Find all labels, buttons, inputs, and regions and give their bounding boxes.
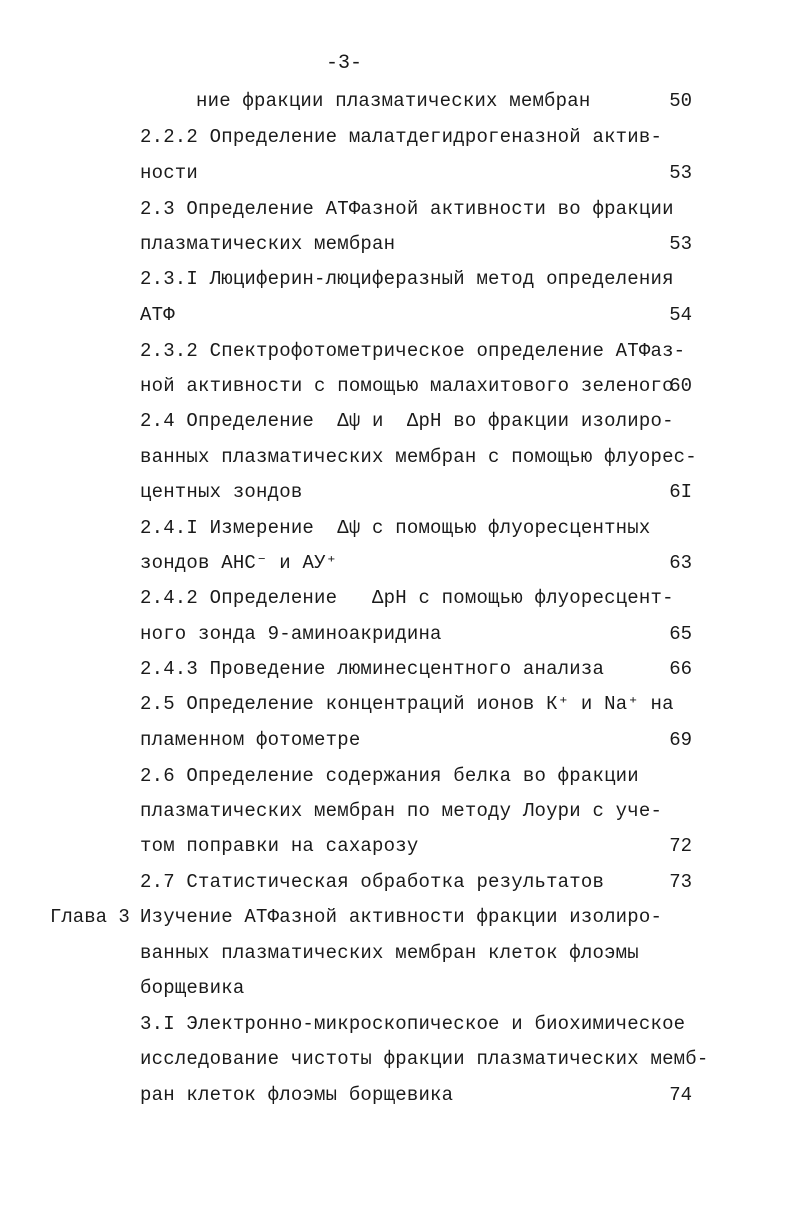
toc-line: 3.I Электронно-микроскопическое и биохимическое xyxy=(140,1013,686,1035)
toc-page-ref: 53 xyxy=(669,233,692,255)
toc-line: 2.3.2 Спектрофотометрическое определение АТФаз- xyxy=(140,340,686,362)
toc-line: ной активности с помощью малахитового зеленого xyxy=(140,375,674,397)
toc-page-ref: 53 xyxy=(669,162,692,184)
toc-line: ванных плазматических мембран клеток флоэмы xyxy=(140,942,639,964)
toc-line: ного зонда 9-аминоакридина xyxy=(140,623,442,645)
toc-line: 2.4.2 Определение ΔpH с помощью флуоресцент- xyxy=(140,587,674,609)
toc-page-ref: 6I xyxy=(669,481,692,503)
toc-line: плазматических мембран xyxy=(140,233,396,255)
toc-line: 2.5 Определение концентраций ионов К⁺ и Na⁺ на xyxy=(140,693,674,715)
toc-line: исследование чистоты фракции плазматических мемб- xyxy=(140,1048,709,1070)
toc-page-ref: 72 xyxy=(669,835,692,857)
toc-line: 2.4.I Измерение Δψ с помощью флуоресцентных xyxy=(140,517,651,539)
toc-line: 2.6 Определение содержания белка во фракции xyxy=(140,765,639,787)
toc-line: ванных плазматических мембран с помощью флуорес- xyxy=(140,446,697,468)
toc-line: борщевика xyxy=(140,977,245,999)
toc-line: ние фракции плазматических мембран xyxy=(196,90,591,112)
toc-line: 2.3.I Люциферин-люциферазный метод определения xyxy=(140,268,674,290)
page-number: -3- xyxy=(326,52,363,75)
toc-line: 2.7 Статистическая обработка результатов xyxy=(140,871,605,893)
toc-page-ref: 54 xyxy=(669,304,692,326)
toc-line: Изучение АТФазной активности фракции изолиро- xyxy=(140,906,663,928)
toc-page-ref: 66 xyxy=(669,658,692,680)
toc-line: ности xyxy=(140,162,199,184)
toc-page-ref: 60 xyxy=(669,375,692,397)
chapter-label: Глава 3 xyxy=(50,906,130,928)
toc-line: 2.3 Определение АТФазной активности во фракции xyxy=(140,198,674,220)
toc-line: ран клеток флоэмы борщевика xyxy=(140,1084,454,1106)
toc-line: 2.4 Определение Δψ и ΔpH во фракции изолиро- xyxy=(140,410,674,432)
toc-page-ref: 74 xyxy=(669,1084,692,1106)
toc-page-ref: 50 xyxy=(669,90,692,112)
toc-line: пламенном фотометре xyxy=(140,729,361,751)
toc-line: зондов АНС⁻ и АУ⁺ xyxy=(140,552,338,574)
toc-page-ref: 73 xyxy=(669,871,692,893)
toc-page-ref: 69 xyxy=(669,729,692,751)
toc-line: 2.2.2 Определение малатдегидрогеназной актив- xyxy=(140,126,663,148)
toc-line: том поправки на сахарозу xyxy=(140,835,419,857)
toc-page-ref: 65 xyxy=(669,623,692,645)
toc-line: 2.4.3 Проведение люминесцентного анализа xyxy=(140,658,605,680)
toc-line: АТФ xyxy=(140,304,175,326)
toc-line: плазматических мембран по методу Лоури с уче- xyxy=(140,800,663,822)
toc-line: центных зондов xyxy=(140,481,303,503)
toc-page-ref: 63 xyxy=(669,552,692,574)
